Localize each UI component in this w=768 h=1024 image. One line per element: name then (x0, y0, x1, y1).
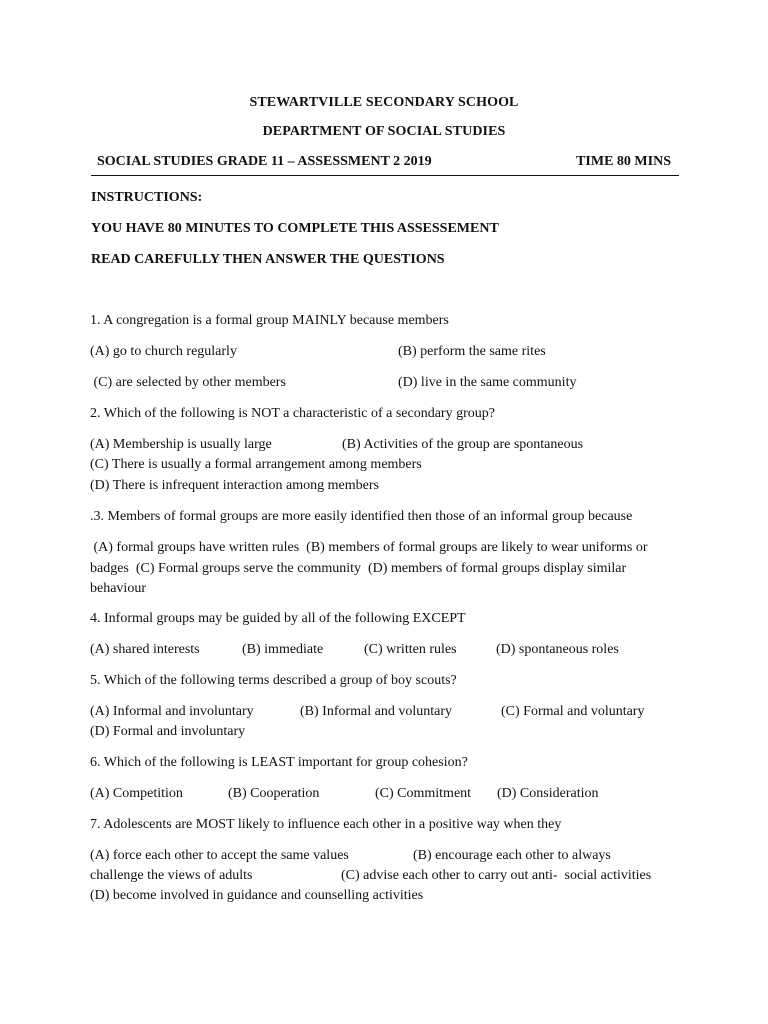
question-6: 6. Which of the following is LEAST important for group cohesion? (90, 755, 468, 770)
q1-option-a: (A) go to church regularly (90, 344, 237, 359)
q5-option-d: (D) Formal and involuntary (90, 724, 246, 739)
assessment-title-row (91, 154, 679, 176)
q6-option-b: (B) Cooperation (228, 786, 320, 801)
q7-option-b-continued: challenge the views of adults (90, 868, 253, 883)
instructions-heading: INSTRUCTIONS: (91, 190, 203, 205)
department-name: DEPARTMENT OF SOCIAL STUDIES (262, 124, 506, 139)
instruction-line-2: READ CAREFULLY THEN ANSWER THE QUESTIONS (91, 252, 445, 267)
instruction-line-1: YOU HAVE 80 MINUTES TO COMPLETE THIS ASSESSEMENT (91, 221, 499, 236)
q3-options: (A) formal groups have written rules (B) members of formal groups are likely to wear uniforms or badges (C) Formal groups serve the community (D) members of formal groups display similar behaviour (90, 540, 652, 596)
q1-option-d: (D) live in the same community (398, 375, 577, 390)
q5-option-b: (B) Informal and voluntary (300, 704, 453, 719)
question-4: 4. Informal groups may be guided by all of the following EXCEPT (90, 611, 466, 626)
q5-option-c: (C) Formal and voluntary (501, 704, 645, 719)
q6-option-a: (A) Competition (90, 786, 183, 801)
question-3: .3. Members of formal groups are more easily identified then those of an informal group because (90, 509, 633, 524)
question-5: 5. Which of the following terms described a group of boy scouts? (90, 673, 457, 688)
q4-option-a: (A) shared interests (90, 642, 200, 657)
q2-option-b: (B) Activities of the group are spontaneous (342, 437, 584, 452)
q5-option-a: (A) Informal and involuntary (90, 704, 254, 719)
q7-option-c: (C) advise each other to carry out anti- social activities (341, 868, 652, 883)
q7-option-b: (B) encourage each other to always (413, 848, 611, 863)
question-7: 7. Adolescents are MOST likely to influence each other in a positive way when they (90, 817, 562, 832)
q7-option-d: (D) become involved in guidance and counselling activities (90, 888, 424, 903)
time-allowed: TIME 80 MINS (576, 154, 671, 169)
assessment-title: SOCIAL STUDIES GRADE 11 – ASSESSMENT 2 2019 (97, 154, 432, 169)
q7-option-a: (A) force each other to accept the same values (90, 848, 349, 863)
q4-option-c: (C) written rules (364, 642, 457, 657)
q6-option-c: (C) Commitment (375, 786, 472, 801)
question-1: 1. A congregation is a formal group MAINLY because members (90, 313, 449, 328)
question-2: 2. Which of the following is NOT a characteristic of a secondary group? (90, 406, 495, 421)
q4-option-d: (D) spontaneous roles (496, 642, 619, 657)
q6-option-d: (D) Consideration (497, 786, 599, 801)
q1-option-b: (B) perform the same rites (398, 344, 546, 359)
q1-option-c: (C) are selected by other members (90, 375, 286, 390)
q2-option-a: (A) Membership is usually large (90, 437, 272, 452)
q2-option-d: (D) There is infrequent interaction among members (90, 478, 379, 493)
school-name: STEWARTVILLE SECONDARY SCHOOL (249, 95, 519, 110)
q4-option-b: (B) immediate (242, 642, 324, 657)
q2-option-c: (C) There is usually a formal arrangement among members (90, 457, 422, 472)
